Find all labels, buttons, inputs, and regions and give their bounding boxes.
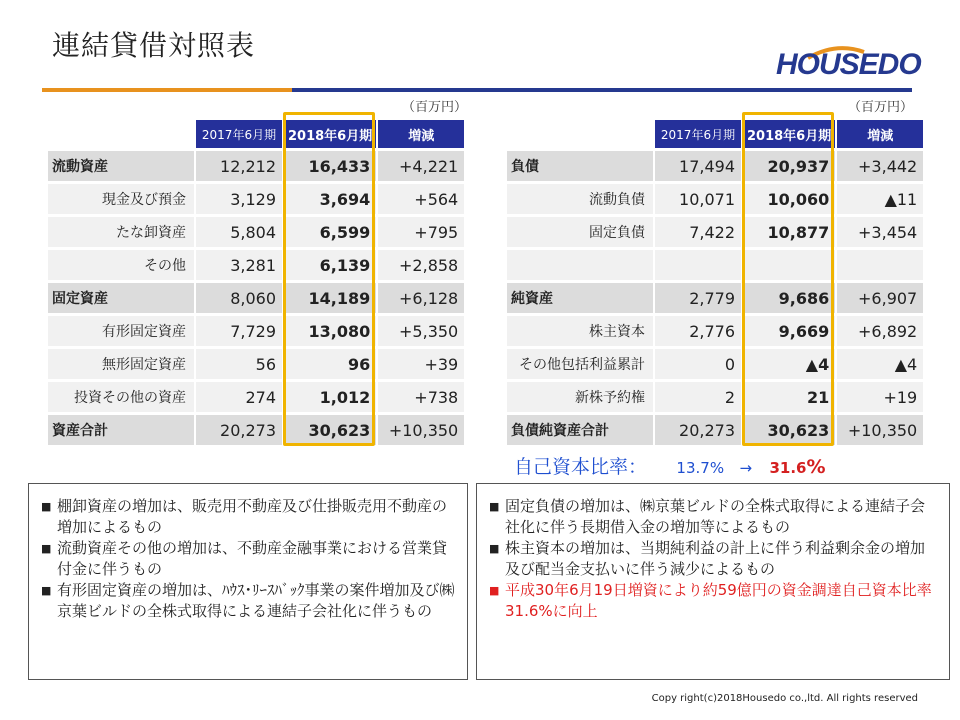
table-row bbox=[48, 151, 464, 181]
header-diff: 増減 bbox=[378, 120, 464, 148]
notes-right bbox=[476, 483, 950, 680]
row-label: 資産合計 bbox=[48, 415, 194, 445]
row-prev-value: 56 bbox=[196, 349, 282, 379]
note-text: 株主資本の増加は、当期純利益の計上に伴う利益剰余金の増加及び配当金支払いに伴う減少によるもの bbox=[505, 539, 926, 578]
table-row bbox=[48, 349, 464, 379]
row-prev-value: 2,776 bbox=[655, 316, 741, 346]
row-label: 固定資産 bbox=[48, 283, 194, 313]
row-label: 無形固定資産 bbox=[48, 349, 194, 379]
table-row bbox=[507, 184, 923, 214]
row-curr-value: 20,937 bbox=[743, 151, 835, 181]
row-prev-value: 17,494 bbox=[655, 151, 741, 181]
row-curr-value: 30,623 bbox=[743, 415, 835, 445]
row-prev-value: 10,071 bbox=[655, 184, 741, 214]
row-label: 現金及び預金 bbox=[48, 184, 194, 214]
logo-text: HOUSEDO bbox=[776, 48, 921, 81]
page-title: 連結貸借対照表 bbox=[52, 29, 256, 62]
row-curr-value: ▲4 bbox=[743, 349, 835, 379]
row-prev-value: 3,129 bbox=[196, 184, 282, 214]
table-row bbox=[48, 217, 464, 247]
header-curr-period: 2018年6月期 bbox=[743, 120, 835, 148]
row-diff-value: +738 bbox=[378, 382, 464, 412]
table-row bbox=[507, 250, 923, 280]
row-label bbox=[507, 250, 653, 280]
row-label: 純資産 bbox=[507, 283, 653, 313]
row-diff-value: +3,454 bbox=[837, 217, 923, 247]
row-prev-value: 20,273 bbox=[655, 415, 741, 445]
row-curr-value: 21 bbox=[743, 382, 835, 412]
equity-ratio-label: 自己資本比率： bbox=[514, 456, 648, 478]
note-item bbox=[489, 496, 939, 538]
row-curr-value: 10,060 bbox=[743, 184, 835, 214]
unit-label-left: （百万円） bbox=[402, 100, 468, 115]
row-prev-value: 8,060 bbox=[196, 283, 282, 313]
equity-ratio-prev: 13.7% bbox=[676, 459, 725, 477]
equity-ratio-pct: % bbox=[806, 456, 826, 478]
note-text: 流動資産その他の増加は、不動産金融事業における営業貸付金に伴うもの bbox=[57, 539, 448, 578]
row-prev-value: 5,804 bbox=[196, 217, 282, 247]
table-row bbox=[48, 283, 464, 313]
row-diff-value: +6,907 bbox=[837, 283, 923, 313]
equity-ratio-arrow: → bbox=[739, 459, 753, 477]
table-row bbox=[507, 415, 923, 445]
row-label: 新株予約権 bbox=[507, 382, 653, 412]
header-blank bbox=[48, 120, 194, 148]
header-prev-period: 2017年6月期 bbox=[655, 120, 741, 148]
bullet-icon: ■ bbox=[489, 584, 500, 597]
row-diff-value: ▲11 bbox=[837, 184, 923, 214]
row-diff-value: +10,350 bbox=[378, 415, 464, 445]
row-label: 負債 bbox=[507, 151, 653, 181]
row-diff-value: +6,892 bbox=[837, 316, 923, 346]
copyright: Copy right(c)2018Housedo co.,ltd. All rights reserved bbox=[651, 693, 918, 704]
row-curr-value: 9,686 bbox=[743, 283, 835, 313]
row-label: 投資その他の資産 bbox=[48, 382, 194, 412]
row-prev-value: 12,212 bbox=[196, 151, 282, 181]
row-prev-value: 7,422 bbox=[655, 217, 741, 247]
row-diff-value: +4,221 bbox=[378, 151, 464, 181]
bullet-icon: ■ bbox=[41, 500, 52, 513]
note-item bbox=[489, 580, 939, 622]
table-row bbox=[48, 316, 464, 346]
equity-ratio-curr: 31.6 bbox=[769, 459, 807, 477]
row-curr-value bbox=[743, 250, 835, 280]
row-curr-value: 10,877 bbox=[743, 217, 835, 247]
row-prev-value: 7,729 bbox=[196, 316, 282, 346]
table-row bbox=[507, 316, 923, 346]
row-label: 有形固定資産 bbox=[48, 316, 194, 346]
row-prev-value: 20,273 bbox=[196, 415, 282, 445]
equity-ratio bbox=[514, 452, 826, 479]
liabilities-table bbox=[505, 117, 925, 448]
title-rule-orange bbox=[42, 88, 292, 92]
table-row bbox=[507, 349, 923, 379]
table-row bbox=[507, 151, 923, 181]
note-text: 有形固定資産の増加は、ﾊｳｽ･ﾘｰｽﾊﾞｯｸ事業の案件増加及び㈱京葉ビルドの全株式取得による連結子会社化に伴うもの bbox=[57, 581, 455, 620]
notes-left bbox=[28, 483, 468, 680]
row-diff-value: +795 bbox=[378, 217, 464, 247]
note-text: 棚卸資産の増加は、販売用不動産及び仕掛販売用不動産の増加によるもの bbox=[57, 497, 448, 536]
assets-table bbox=[46, 117, 466, 448]
row-label: その他 bbox=[48, 250, 194, 280]
row-curr-value: 14,189 bbox=[284, 283, 376, 313]
row-curr-value: 16,433 bbox=[284, 151, 376, 181]
row-label: 負債純資産合計 bbox=[507, 415, 653, 445]
title-rule-blue bbox=[292, 88, 912, 92]
housedo-logo bbox=[776, 46, 921, 86]
row-curr-value: 13,080 bbox=[284, 316, 376, 346]
table-row bbox=[48, 184, 464, 214]
note-item bbox=[41, 496, 457, 538]
row-curr-value: 9,669 bbox=[743, 316, 835, 346]
row-label: 流動負債 bbox=[507, 184, 653, 214]
bullet-icon: ■ bbox=[41, 542, 52, 555]
bullet-icon: ■ bbox=[489, 500, 500, 513]
table-row bbox=[48, 415, 464, 445]
row-diff-value: +10,350 bbox=[837, 415, 923, 445]
row-curr-value: 6,139 bbox=[284, 250, 376, 280]
row-curr-value: 6,599 bbox=[284, 217, 376, 247]
row-prev-value: 2 bbox=[655, 382, 741, 412]
row-diff-value: +19 bbox=[837, 382, 923, 412]
row-diff-value: ▲4 bbox=[837, 349, 923, 379]
row-label: 固定負債 bbox=[507, 217, 653, 247]
table-row bbox=[507, 217, 923, 247]
header-blank bbox=[507, 120, 653, 148]
note-item bbox=[489, 538, 939, 580]
row-prev-value: 2,779 bbox=[655, 283, 741, 313]
row-diff-value: +564 bbox=[378, 184, 464, 214]
table-row bbox=[48, 250, 464, 280]
row-curr-value: 3,694 bbox=[284, 184, 376, 214]
header-curr-period: 2018年6月期 bbox=[284, 120, 376, 148]
row-diff-value: +2,858 bbox=[378, 250, 464, 280]
bullet-icon: ■ bbox=[489, 542, 500, 555]
row-curr-value: 96 bbox=[284, 349, 376, 379]
row-prev-value bbox=[655, 250, 741, 280]
table-row bbox=[48, 382, 464, 412]
table-row bbox=[507, 283, 923, 313]
row-label: 流動資産 bbox=[48, 151, 194, 181]
row-label: その他包括利益累計 bbox=[507, 349, 653, 379]
header-diff: 増減 bbox=[837, 120, 923, 148]
row-prev-value: 0 bbox=[655, 349, 741, 379]
row-prev-value: 3,281 bbox=[196, 250, 282, 280]
bullet-icon: ■ bbox=[41, 584, 52, 597]
header-prev-period: 2017年6月期 bbox=[196, 120, 282, 148]
row-curr-value: 1,012 bbox=[284, 382, 376, 412]
row-curr-value: 30,623 bbox=[284, 415, 376, 445]
row-diff-value: +6,128 bbox=[378, 283, 464, 313]
row-prev-value: 274 bbox=[196, 382, 282, 412]
row-diff-value bbox=[837, 250, 923, 280]
table-row bbox=[507, 382, 923, 412]
note-item bbox=[41, 580, 457, 622]
note-item bbox=[41, 538, 457, 580]
unit-label-right: （百万円） bbox=[848, 100, 914, 115]
row-diff-value: +3,442 bbox=[837, 151, 923, 181]
note-text: 固定負債の増加は、㈱京葉ビルドの全株式取得による連結子会社化に伴う長期借入金の増加等によるもの bbox=[505, 497, 926, 536]
row-label: たな卸資産 bbox=[48, 217, 194, 247]
row-diff-value: +39 bbox=[378, 349, 464, 379]
row-label: 株主資本 bbox=[507, 316, 653, 346]
note-text: 平成30年6月19日増資により約59億円の資金調達自己資本比率31.6%に向上 bbox=[505, 581, 932, 620]
row-diff-value: +5,350 bbox=[378, 316, 464, 346]
